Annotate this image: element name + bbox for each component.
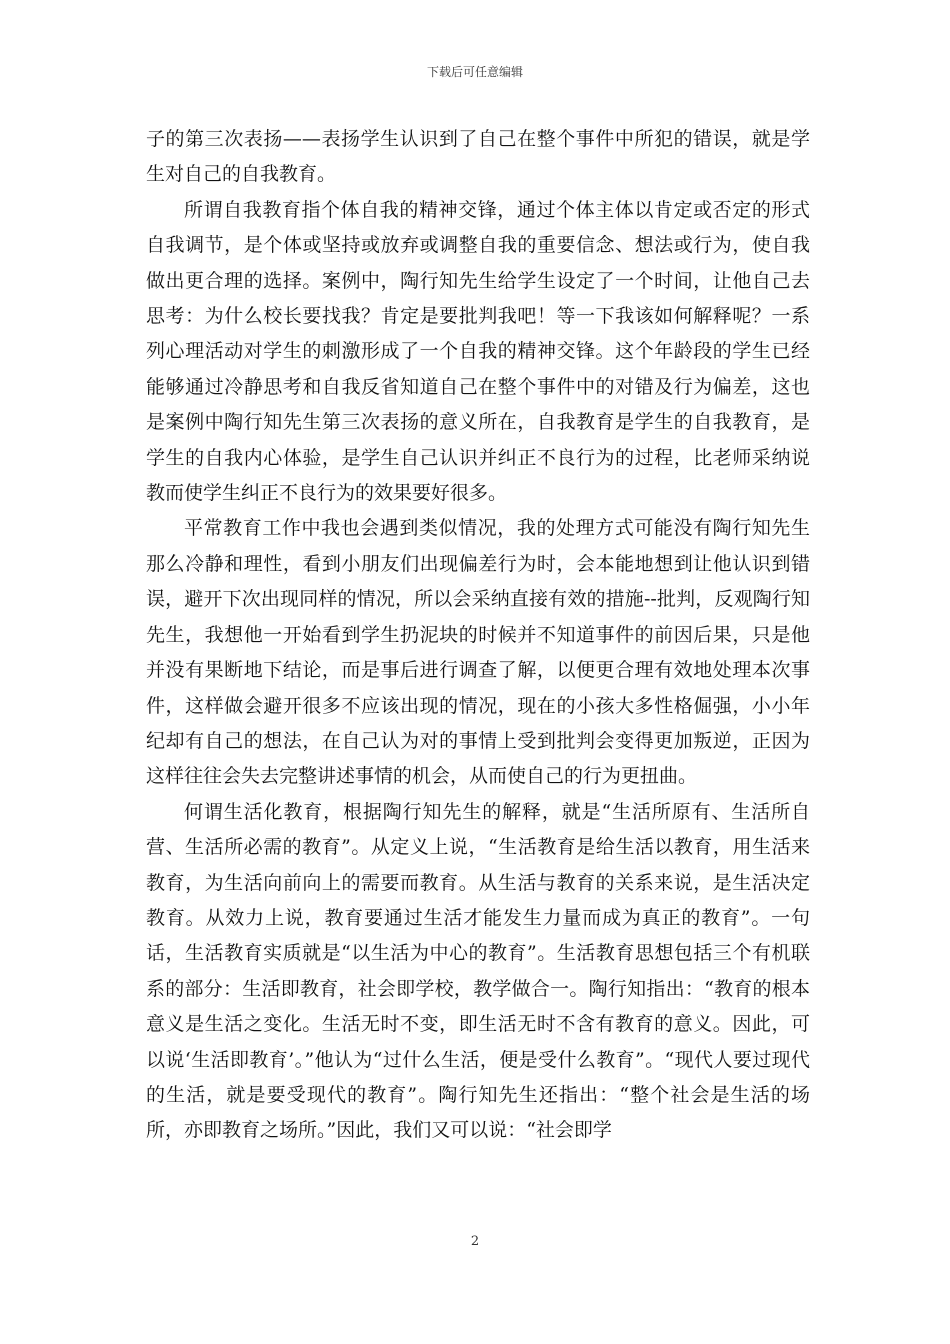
page-header: 下载后可任意编辑 bbox=[426, 65, 523, 79]
document-body bbox=[146, 122, 810, 1149]
page-number: 2 bbox=[470, 1234, 480, 1249]
paragraph-3: 平常教育工作中我也会遇到类似情况，我的处理方式可能没有陶行知先生那么冷静和理性，看到小朋友们出现偏差行为时，会本能地想到让他认识到错误，避开下次出现同样的情况，所以会采纳直接有效的措施--批判，反观陶行知先生，我想他一开始看到学生扔泥块的时候并不知道事件的前因后果，只是他并没有果断地下结论，而是事后进行调查了解，以便更合理有效地处理本次事件，这样做会避开很多不应该出现的情况，现在的小孩大多性格倔强，小小年纪却有自己的想法，在自己认为对的事情上受到批判会变得更加叛逆，正因为这样往往会失去完整讲述事情的机会，从而使自己的行为更扭曲。 bbox=[146, 517, 810, 788]
paragraph-1: 子的第三次表扬——表扬学生认识到了自己在整个事件中所犯的错误，就是学生对自己的自我教育。 bbox=[146, 128, 810, 186]
paragraph-4: 何谓生活化教育，根据陶行知先生的解释，就是“生活所原有、生活所自营、生活所必需的教育”。从定义上说，“生活教育是给生活以教育，用生活来教育，为生活向前向上的需要而教育。从生活与教育的关系来说，是生活决定教育。从效力上说，教育要通过生活才能发生力量而成为真正的教育”。一句话，生活教育实质就是“以生活为中心的教育”。生活教育思想包括三个有机联系的部分：生活即教育，社会即学校，教学做合一。陶行知指出：“教育的根本意义是生活之变化。生活无时不变，即生活无时不含有教育的意义。因此，可以说‘生活即教育’。”他认为“过什么生活，便是受什么教育”。“现代人要过现代的生活，就是要受现代的教育”。陶行知先生还指出：“整个社会是生活的场所，亦即教育之场所。”因此，我们又可以说：“社会即学 bbox=[146, 800, 810, 1142]
paragraph-2: 所谓自我教育指个体自我的精神交锋，通过个体主体以肯定或否定的形式自我调节，是个体或坚持或放弃或调整自我的重要信念、想法或行为，使自我做出更合理的选择。案例中，陶行知先生给学生设定了一个时间，让他自己去思考：为什么校长要找我？肯定是要批判我吧！等一下我该如何解释呢？一系列心理活动对学生的刺激形成了一个自我的精神交锋。这个年龄段的学生已经能够通过冷静思考和自我反省知道自己在整个事件中的对错及行为偏差，这也是案例中陶行知先生第三次表扬的意义所在，自我教育是学生的自我教育，是学生的自我内心体验，是学生自己认识并纠正不良行为的过程，比老师采纳说教而使学生纠正不良行为的效果要好很多。 bbox=[146, 198, 810, 505]
